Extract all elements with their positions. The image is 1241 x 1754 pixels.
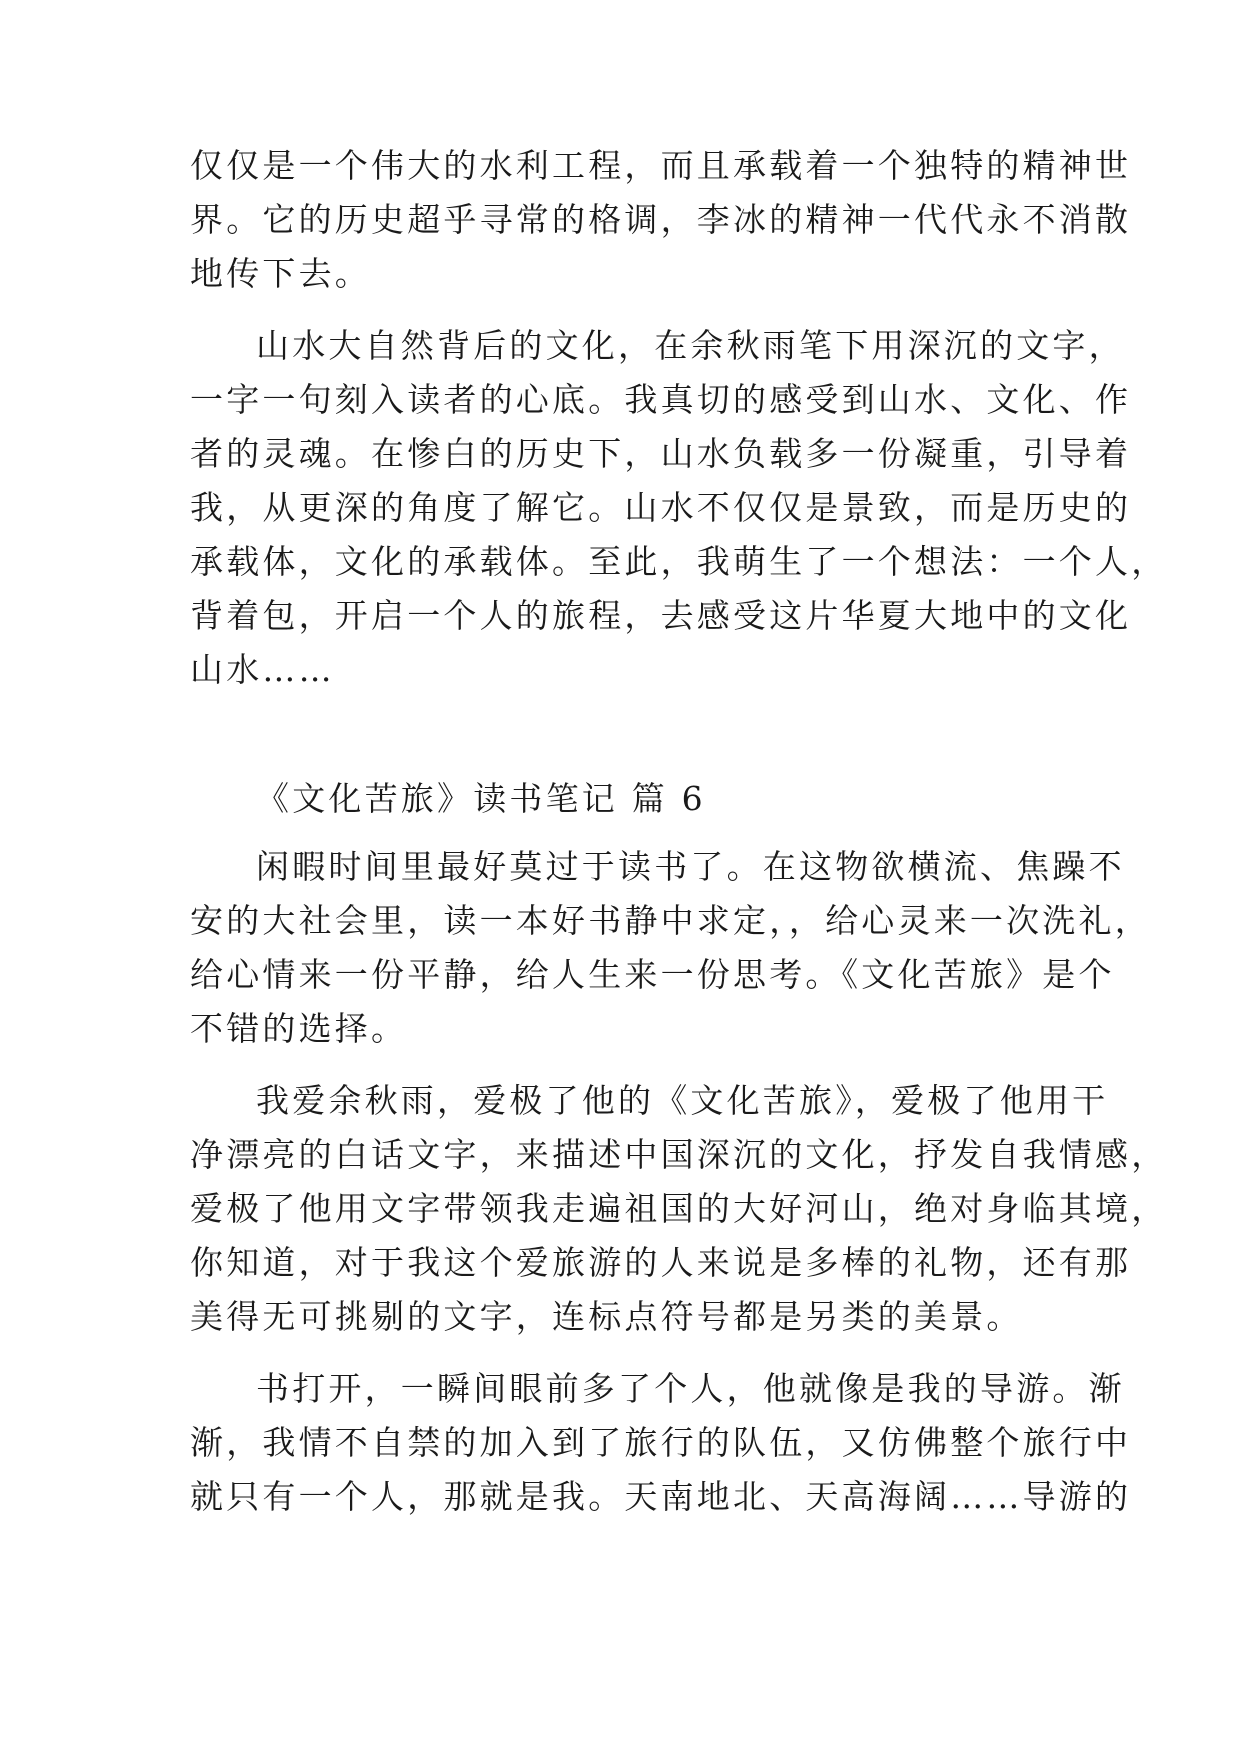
text-line-22: 渐，我情不自禁的加入到了旅行的队伍，又仿佛整个旅行中 [190, 1423, 1132, 1462]
text-line-2: 界。它的历史超乎寻常的格调，李冰的精神一代代永不消散 [190, 200, 1132, 239]
text-line-21: 书打开，一瞬间眼前多了个人，他就像是我的导游。渐 [256, 1369, 1125, 1408]
text-line-17: 净漂亮的白话文字，来描述中国深沉的文化，抒发自我情感， [190, 1135, 1168, 1174]
text-line-10: 山水…… [190, 650, 335, 689]
text-line-15: 不错的选择。 [190, 1009, 408, 1048]
text-line-16: 我爱余秋雨，爱极了他的《文化苦旅》，爱极了他用干 [256, 1081, 1109, 1120]
text-line-8: 承载体，文化的承载体。至此，我萌生了一个想法：一个人， [190, 542, 1168, 581]
text-line-7: 我，从更深的角度了解它。山水不仅仅是景致，而是历史的 [190, 488, 1132, 527]
text-line-5: 一字一句刻入读者的心底。我真切的感受到山水、文化、作 [190, 380, 1132, 419]
text-line-19: 你知道，对于我这个爱旅游的人来说是多棒的礼物，还有那 [190, 1243, 1132, 1282]
text-line-6: 者的灵魂。在惨白的历史下，山水负载多一份凝重，引导着 [190, 434, 1132, 473]
text-line-12: 闲暇时间里最好莫过于读书了。在这物欲横流、焦躁不 [256, 847, 1125, 886]
text-line-4: 山水大自然背后的文化，在余秋雨笔下用深沉的文字， [256, 326, 1125, 365]
text-line-18: 爱极了他用文字带领我走遍祖国的大好河山，绝对身临其境， [190, 1189, 1168, 1228]
text-line-3: 地传下去。 [190, 254, 371, 293]
text-line-1: 仅仅是一个伟大的水利工程，而且承载着一个独特的精神世 [190, 146, 1132, 185]
text-line-14: 给心情来一份平静，给人生来一份思考。《文化苦旅》是个 [190, 955, 1115, 994]
text-line-9: 背着包，开启一个人的旅程，去感受这片华夏大地中的文化 [190, 596, 1132, 635]
text-line-23: 就只有一个人，那就是我。天南地北、天高海阔……导游的 [190, 1477, 1132, 1516]
section-heading: 《文化苦旅》读书笔记 篇 6 [256, 779, 706, 818]
text-line-13: 安的大社会里，读一本好书静中求定，，给心灵来一次洗礼， [190, 901, 1151, 940]
text-line-20: 美得无可挑剔的文字，连标点符号都是另类的美景。 [190, 1297, 1023, 1336]
